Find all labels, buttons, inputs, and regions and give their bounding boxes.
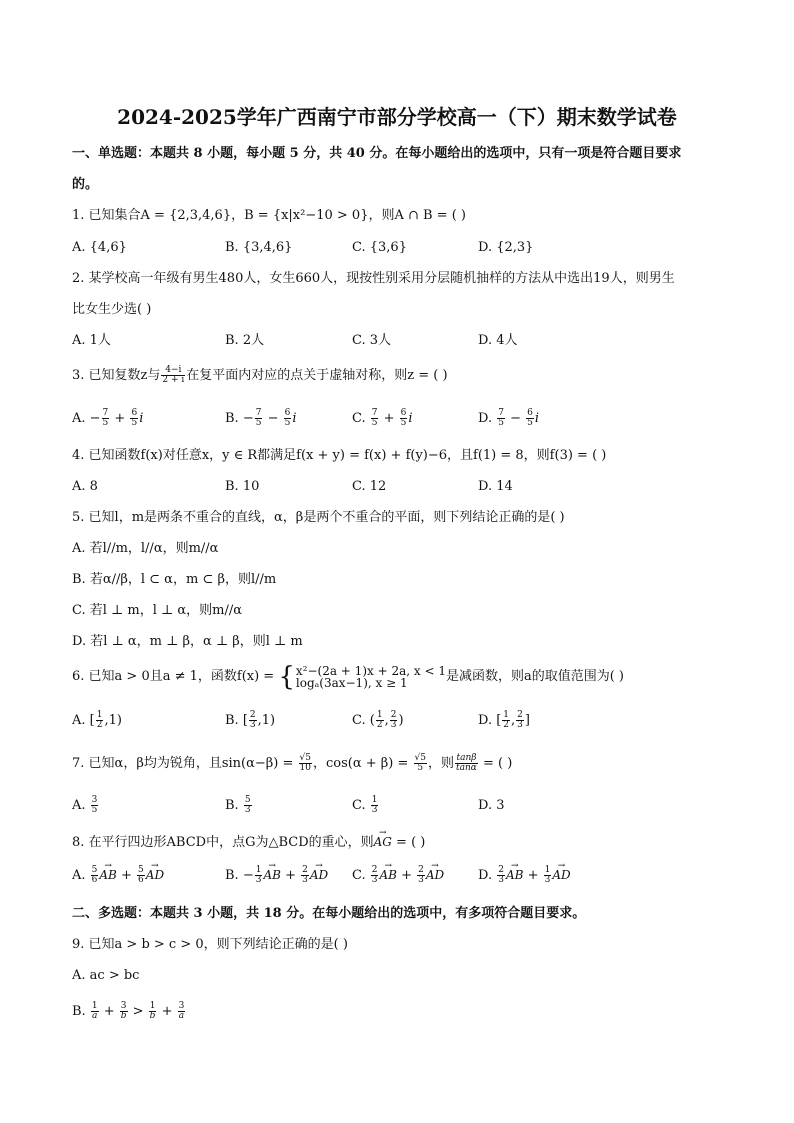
q4-option-d: D. 14 — [478, 479, 513, 494]
section2-heading: 二、多选题：本题共 3 小题，共 18 分。在每小题给出的选项中，有多项符合题目要求。 — [72, 906, 586, 921]
q4-option-a: A. 8 — [72, 479, 98, 494]
q5-option-c: C. 若l ⊥ m，l ⊥ α，则m//α — [72, 603, 243, 618]
q5-option-b: B. 若α//β，l ⊂ α，m ⊂ β，则l//m — [72, 572, 277, 587]
q1-stem: 1. 已知集合A = {2,3,4,6}，B = {x|x²−10 > 0}，则A ∩ B = ( ) — [72, 208, 467, 223]
q8-option-b: B. − $\frac{1}{3}$ → AB + $\frac{2}{3}$ → AD — [225, 866, 328, 885]
q7-option-c: C. $\frac{1}{3}$ — [352, 795, 378, 815]
q4-stem: 4. 已知函数f(x)对任意x，y ∈ R都满足f(x + y) = f(x) + f(y)−6，且f(1) = 8，则f(3) = ( ) — [72, 448, 607, 463]
q2-stem-cont: 比女生少选( ) — [72, 302, 152, 317]
q3-stem: 3. 已知复数z与 $\frac{4-i}{2 + i}$ 在复平面内对应的点关于虚轴对称，则z = ( ) — [72, 365, 448, 385]
q3-option-b: B. − $\frac{7}{5}$ − $\frac{6}{5}$ i — [225, 408, 297, 428]
q4-option-c: C. 12 — [352, 479, 387, 494]
q1-option-c: C. {3,6} — [352, 240, 407, 255]
q3-option-a: A. − $\frac{7}{5}$ + $\frac{6}{5}$ i — [72, 408, 144, 428]
q3-option-d: D. $\frac{7}{5}$ − $\frac{6}{5}$ i — [478, 408, 540, 428]
left-brace-glyph: { — [278, 661, 295, 692]
q6-option-c: C. ( $\frac{1}{2}$ , $\frac{2}{3}$ ) — [352, 710, 404, 730]
q4-option-b: B. 10 — [225, 479, 260, 494]
q1-option-a: A. {4,6} — [72, 240, 127, 255]
q2-option-d: D. 4人 — [478, 333, 518, 348]
q8-option-a: A. $\frac{5}{6}$ → AB + $\frac{5}{6}$ → AD — [72, 866, 164, 885]
q2-option-b: B. 2人 — [225, 333, 265, 348]
q8-stem: 8. 在平行四边形ABCD中，点G为△BCD的重心，则→ AG = ( ) — [72, 834, 425, 851]
q2-stem: 2. 某学校高一年级有男生480人，女生660人，现按性别采用分层随机抽样的方法从中选出19人，则男生 — [72, 271, 675, 286]
section1-heading: 一、单选题：本题共 8 小题，每小题 5 分，共 40 分。在每小题给出的选项中，只有一项是符合题目要求 — [72, 146, 682, 161]
q7-option-d: D. 3 — [478, 798, 505, 813]
q8-option-d: D. $\frac{2}{3}$ → AB + $\frac{1}{3}$ → AD — [478, 866, 571, 885]
q2-option-c: C. 3人 — [352, 333, 392, 348]
piecewise-function: x²−(2a + 1)x + 2a, x < 1 logₐ(3ax−1), x ≥ 1 — [295, 663, 446, 690]
q9-option-b: B. $\frac{1}{a}$ + $\frac{3}{b}$ > $\frac{1}{b}$ + $\frac{3}{a}$ — [72, 1001, 185, 1021]
q6-option-d: D. [ $\frac{1}{2}$ , $\frac{2}{3}$ ] — [478, 710, 530, 730]
q6-option-b: B. [ $\frac{2}{3}$ ,1) — [225, 710, 276, 730]
page-title: 2024-2025学年广西南宁市部分学校高一（下）期末数学试卷 — [117, 105, 677, 129]
q1-option-d: D. {2,3} — [478, 240, 534, 255]
q7-stem: 7. 已知α，β均为锐角，且sin(α−β) = $\frac{√5}{10}$ ，cos(α + β) = $\frac{√5}{5}$ ，则 $\frac{\tan\beta}{\tan\alpha}$ = ( ) — [72, 753, 513, 773]
q8-option-c: C. $\frac{2}{3}$ → AB + $\frac{2}{3}$ → AD — [352, 866, 444, 885]
q5-option-d: D. 若l ⊥ α，m ⊥ β，α ⊥ β，则l ⊥ m — [72, 634, 303, 649]
vector-ag: → AG — [374, 834, 392, 850]
q6-option-a: A. [ $\frac{1}{2}$ ,1) — [72, 710, 122, 730]
q5-stem: 5. 已知l，m是两条不重合的直线，α，β是两个不重合的平面，则下列结论正确的是( ) — [72, 510, 565, 525]
q5-option-a: A. 若l//m，l//α，则m//α — [72, 541, 219, 556]
q2-option-a: A. 1人 — [72, 333, 111, 348]
fraction: $\frac{4-i}{2 + i}$ — [162, 365, 185, 385]
q6-stem: 6. 已知a > 0且a ≠ 1，函数f(x) = { x²−(2a + 1)x + 2a, x < 1 logₐ(3ax−1), x ≥ 1 是减函数，则a的取值范围为( ) — [72, 661, 624, 692]
section1-heading-cont: 的。 — [72, 177, 99, 192]
q7-option-b: B. $\frac{5}{3}$ — [225, 795, 251, 815]
q1-option-b: B. {3,4,6} — [225, 240, 293, 255]
q9-stem: 9. 已知a > b > c > 0，则下列结论正确的是( ) — [72, 937, 348, 952]
q3-option-c: C. $\frac{7}{5}$ + $\frac{6}{5}$ i — [352, 408, 413, 428]
q9-option-a: A. ac > bc — [72, 968, 140, 983]
q7-option-a: A. $\frac{3}{5}$ — [72, 795, 98, 815]
